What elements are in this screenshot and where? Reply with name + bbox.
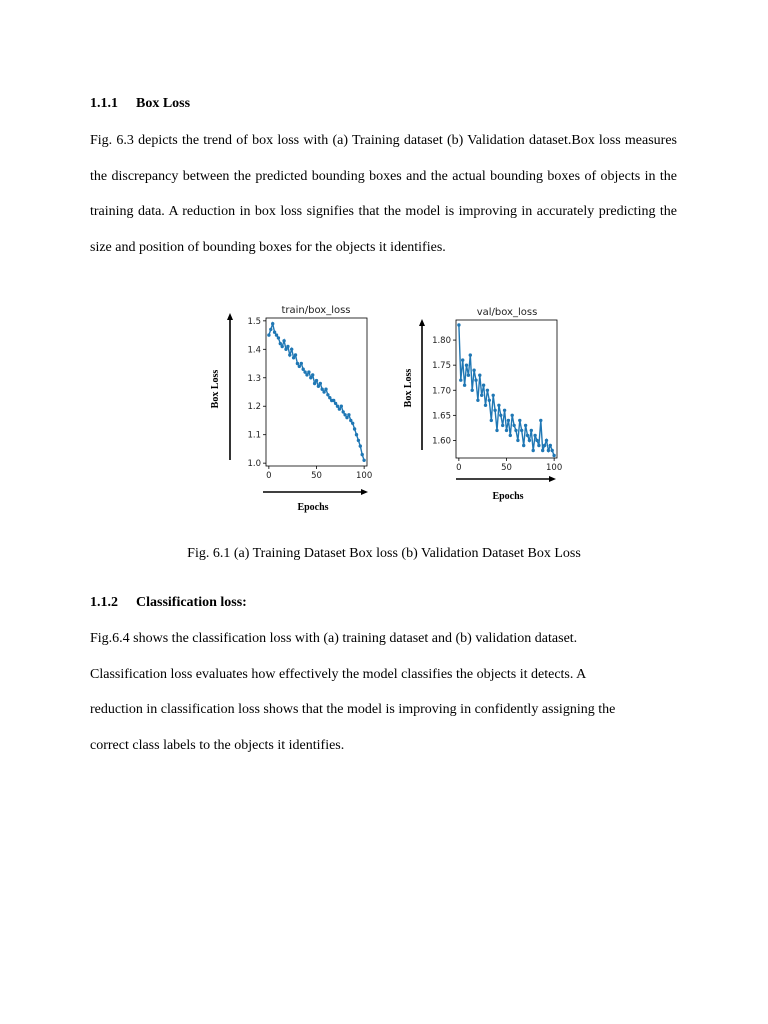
data-point: [340, 405, 343, 408]
data-point: [463, 384, 466, 387]
data-point: [290, 348, 293, 351]
data-point: [511, 414, 514, 417]
data-point: [482, 384, 485, 387]
y-tick-label: 1.70: [432, 386, 451, 397]
val-box-loss-chart: [396, 300, 576, 508]
data-point: [342, 410, 345, 413]
x-axis-arrowhead: [361, 489, 368, 495]
data-point: [269, 328, 272, 331]
y-tick-label: 1.75: [432, 361, 451, 372]
y-tick-label: 1.65: [432, 411, 451, 422]
data-point: [361, 453, 364, 456]
data-point: [359, 444, 362, 447]
data-point: [300, 362, 303, 365]
data-point: [343, 413, 346, 416]
data-point: [302, 368, 305, 371]
data-point: [326, 393, 329, 396]
data-point: [305, 373, 308, 376]
data-point: [522, 444, 525, 447]
data-point: [332, 399, 335, 402]
data-point: [501, 424, 504, 427]
data-point: [298, 365, 301, 368]
x-tick-label: 100: [356, 471, 373, 481]
data-point: [552, 454, 555, 457]
data-point: [499, 414, 502, 417]
data-point: [465, 364, 468, 367]
data-point: [507, 419, 510, 422]
data-point: [545, 439, 548, 442]
data-point: [537, 444, 540, 447]
data-point: [281, 345, 284, 348]
paragraph-line: Fig.6.4 shows the classification loss with (a) training dataset and (b) validation dataset.: [90, 631, 578, 646]
data-point: [284, 348, 287, 351]
data-point: [336, 405, 339, 408]
section-heading-box-loss: [90, 96, 190, 112]
data-point: [349, 419, 352, 422]
data-point: [490, 419, 493, 422]
x-tick-label: 0: [266, 471, 272, 481]
section-number: 1.1.2: [90, 595, 118, 610]
data-point: [353, 427, 356, 430]
data-point: [459, 379, 462, 382]
data-point: [535, 439, 538, 442]
y-axis-label: Box Loss: [210, 369, 221, 409]
x-axis-label: Epochs: [492, 491, 524, 502]
data-point: [334, 402, 337, 405]
data-point: [328, 396, 331, 399]
data-point: [549, 444, 552, 447]
data-point: [286, 345, 289, 348]
x-tick-label: 0: [456, 463, 462, 473]
data-point: [471, 389, 474, 392]
data-point: [509, 434, 512, 437]
x-axis-arrowhead: [549, 476, 556, 482]
y-tick-label: 1.1: [247, 430, 261, 441]
plot-frame: [266, 318, 367, 466]
data-point: [528, 439, 531, 442]
data-point: [532, 449, 535, 452]
series-line: [269, 324, 364, 461]
y-axis-arrowhead: [419, 319, 425, 326]
data-point: [296, 362, 299, 365]
data-point: [345, 416, 348, 419]
data-point: [541, 449, 544, 452]
chart-title: train/box_loss: [281, 305, 351, 316]
data-point: [512, 424, 515, 427]
x-tick-label: 50: [501, 463, 512, 473]
data-point: [514, 429, 517, 432]
data-point: [317, 385, 320, 388]
y-tick-label: 1.3: [247, 373, 261, 384]
data-point: [484, 404, 487, 407]
y-tick-label: 1.5: [247, 316, 261, 327]
data-point: [357, 439, 360, 442]
data-point: [526, 434, 529, 437]
data-point: [355, 433, 358, 436]
paragraph-line: reduction in classification loss shows that the model is improving in confidently assigning the: [90, 702, 616, 717]
data-point: [492, 394, 495, 397]
chart-title: val/box_loss: [476, 307, 538, 318]
data-point: [503, 409, 506, 412]
y-axis-label: Box Loss: [403, 368, 414, 408]
train-box-loss-chart: [200, 298, 380, 516]
x-tick-label: 50: [311, 471, 322, 481]
data-point: [467, 374, 470, 377]
data-point: [480, 394, 483, 397]
data-point: [551, 449, 554, 452]
data-point: [516, 439, 519, 442]
data-point: [478, 374, 481, 377]
data-point: [493, 409, 496, 412]
data-point: [518, 419, 521, 422]
data-point: [271, 322, 274, 325]
x-tick-label: 100: [546, 463, 563, 473]
classification-loss-paragraph: [90, 621, 677, 763]
data-point: [474, 379, 477, 382]
x-axis-label: Epochs: [297, 502, 329, 513]
y-axis-arrowhead: [227, 313, 233, 320]
data-point: [543, 444, 546, 447]
y-tick-label: 1.4: [247, 345, 261, 356]
section-title: Classification loss:: [136, 595, 247, 610]
data-point: [347, 413, 350, 416]
section-heading-classification-loss: [90, 595, 247, 611]
figure-caption: Fig. 6.1 (a) Training Dataset Box loss (b) Validation Dataset Box Loss: [187, 546, 581, 561]
data-point: [497, 404, 500, 407]
paragraph-line: correct class labels to the objects it identifies.: [90, 737, 345, 753]
y-tick-label: 1.0: [247, 459, 261, 470]
data-point: [524, 424, 527, 427]
data-point: [273, 331, 276, 334]
data-point: [472, 369, 475, 372]
data-point: [303, 370, 306, 373]
data-point: [313, 382, 316, 385]
data-point: [282, 339, 285, 342]
data-point: [267, 333, 270, 336]
data-point: [547, 449, 550, 452]
data-point: [315, 379, 318, 382]
data-point: [505, 429, 508, 432]
data-point: [275, 333, 278, 336]
data-point: [539, 419, 542, 422]
y-tick-label: 1.60: [432, 436, 451, 447]
data-point: [488, 399, 491, 402]
box-loss-paragraph: Fig. 6.3 depicts the trend of box loss with (a) Training dataset (b) Validation dataset.Box loss measures the discrepancy between the predicted bounding boxes and the actual bounding boxes of objects in the training data. A reduction in box loss signifies that the model is improving in accurately predicting the size and position of bounding boxes for the objects it identifies.: [90, 133, 677, 255]
data-point: [351, 422, 354, 425]
y-tick-label: 1.80: [432, 336, 451, 347]
data-point: [495, 429, 498, 432]
section-title: Box Loss: [136, 96, 191, 111]
data-point: [533, 434, 536, 437]
data-point: [321, 388, 324, 391]
data-point: [309, 376, 312, 379]
data-point: [486, 389, 489, 392]
data-point: [461, 358, 464, 361]
data-point: [288, 353, 291, 356]
data-point: [520, 429, 523, 432]
data-point: [292, 356, 295, 359]
data-point: [294, 353, 297, 356]
data-point: [476, 399, 479, 402]
y-tick-label: 1.2: [247, 402, 261, 413]
paragraph-line: Classification loss evaluates how effectively the model classifies the objects it detects. A: [90, 666, 587, 682]
data-point: [457, 323, 460, 326]
data-point: [530, 429, 533, 432]
data-point: [338, 407, 341, 410]
data-point: [279, 342, 282, 345]
data-point: [324, 388, 327, 391]
data-point: [277, 336, 280, 339]
data-point: [362, 459, 365, 462]
data-point: [319, 382, 322, 385]
data-point: [469, 353, 472, 356]
data-point: [322, 390, 325, 393]
data-point: [307, 370, 310, 373]
data-point: [311, 373, 314, 376]
section-number: 1.1.1: [90, 96, 118, 111]
